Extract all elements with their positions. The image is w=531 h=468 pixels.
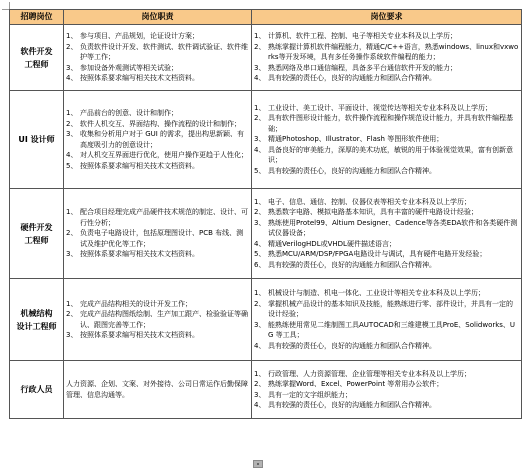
duties-cell (64, 279, 252, 361)
position-title-cell (10, 361, 64, 419)
list-item: 3、 参加设备外观测试等相关试验； (66, 63, 178, 72)
table-row (10, 91, 522, 189)
position-title-line: 工程师 (24, 235, 49, 245)
table-header-row (10, 10, 522, 25)
position-title-cell (10, 189, 64, 279)
list-item: 3、 能熟练使用常见二维制图工具AUTOCAD和三维建模工具ProE、Solidworks、UG 等工具； (254, 320, 516, 339)
list-item: 4、 具有较强的责任心，良好的沟通能力和团队合作精神。 (254, 341, 436, 350)
list-item: 2、 熟练掌握计算机软件编程能力，精通C/C++语言，熟悉windows、linux和vxworks等开发环境，具有多任务操作系统软件编程的能力； (254, 42, 519, 62)
duties-cell (64, 189, 252, 279)
position-title-line: 行政人员 (20, 385, 53, 394)
header-requirements: 岗位要求 (252, 10, 522, 25)
list-item: 1、 电子、信息、通信、控制、仪器仪表等相关专业本科及以上学历； (254, 197, 471, 206)
list-item: 3、 按照体系要求编写相关技术文档资料。 (66, 331, 199, 339)
duties-cell (64, 25, 252, 91)
position-title-line: 工程师 (24, 59, 49, 69)
list-item: 1、 行政管理、人力资源管理、企业管理等相关专业本科及以上学历； (254, 369, 471, 378)
list-item: 4、 按照体系要求编写相关技术文档资料。 (66, 74, 199, 83)
list-item: 1、 参与项目、产品规划，论证设计方案； (66, 32, 199, 41)
table-row (10, 279, 522, 361)
position-title-cell (10, 25, 64, 91)
list-item: 1、 机械设计与制造、机电一体化、工业设计等相关专业本科及以上学历； (254, 289, 485, 297)
list-item: 3、 按照体系要求编写相关技术文档资料。 (66, 250, 199, 259)
list-item: 2、 负责软件设计开发、软件测试、软件调试验证、软件维护等工作； (66, 42, 248, 62)
list-item: 5、 按照体系要求编写相关技术文档资料。 (66, 161, 199, 170)
position-title-line: 软件开发 (20, 46, 53, 56)
list-item: 2、 具有软件图形设计能力，软件操作流程和操作规范设计能力，并具有软件编程基础； (254, 114, 513, 133)
requirements-cell (252, 25, 522, 91)
list-item: 5、 熟悉MCU/ARM/DSP/FPGA电路设计与调试，具有硬件电路开发经验； (254, 250, 487, 259)
position-title-cell (10, 279, 64, 361)
table-row (10, 361, 522, 419)
list-item: 4、 具备良好的审美能力，深厚的美术功底，敏锐的用于体验视觉效果，富有创新意识； (254, 145, 513, 165)
list-item: 1、 完成产品结构相关的设计开发工作； (66, 299, 192, 308)
list-item: 2、 完成产品结构图纸绘制、生产加工跟产、检验验证等确认、跟图完善等工作； (66, 310, 248, 329)
list-item: 6、 具有较强的责任心，良好的沟通能力和团队合作精神。 (254, 260, 436, 269)
list-item: 3、 具有一定的文字组织能力； (254, 390, 352, 399)
position-title-line: 设计工程师 (16, 321, 57, 331)
recruitment-table (9, 9, 522, 419)
list-item: 2、 熟练掌握Word、Excel、PowerPoint 等常用办公软件； (254, 380, 444, 388)
requirements-cell (252, 279, 522, 361)
list-item: 2、 软件人机交互、界面结构、操作流程的设计和制作； (66, 119, 241, 128)
header-position: 招聘岗位 (10, 10, 64, 25)
list-item: 1、 工业设计、美工设计、平面设计、视觉传达等相关专业本科及以上学历； (254, 103, 492, 112)
list-item: 1、 配合项目经理完成产品硬件技术规范的制定、设计、可行性分析； (66, 208, 248, 227)
list-item: 2、 负责电子电路设计，包括原理图设计、PCB 布线、测试及维护优化等工作； (66, 229, 244, 248)
list-item: 2、 掌握机械产品设计的基本知识及技能，能熟练进行零、部件设计，并具有一定的设计经验； (254, 299, 513, 318)
table-row (10, 25, 522, 91)
list-item: 3、 收集和分析用户对于 GUI 的需求，提出构思新颖、有高度吸引力的创意设计； (66, 130, 245, 149)
duties-text: 人力资源、企划、文案、对外接待、公司日常运作后勤保障管理、信息沟通等。 (66, 379, 248, 399)
list-item: 5、 具有较强的责任心，良好的沟通能力和团队合作精神。 (254, 166, 436, 175)
list-item: 4、 对人机交互界面进行优化，使用户操作更趋于人性化； (66, 151, 248, 159)
list-item: 3、 精通Photoshop、Illustrator、Flash 等图形软件使用； (254, 135, 444, 144)
list-item: 4、 具有较强的责任心，良好的沟通能力和团队合作精神。 (254, 74, 436, 83)
position-title-line: 机械结构 (20, 308, 53, 318)
requirements-cell (252, 361, 522, 419)
position-title-cell (10, 91, 64, 189)
position-title-line: 硬件开发 (20, 222, 53, 232)
table-row (10, 189, 522, 279)
requirements-cell (252, 189, 522, 279)
header-duties: 岗位职责 (64, 10, 252, 25)
duties-cell (64, 91, 252, 189)
list-item: 3、 熟练使用Protel99、Altium Designer、Cadence等各类EDA软件和各类硬件测试仪器设备； (254, 218, 518, 238)
requirements-cell (252, 91, 522, 189)
position-title-line: UI 设计师 (18, 135, 55, 144)
list-item: 1、 产品前台的创意、设计和制作； (66, 109, 178, 117)
list-item: 1、 计算机、软件工程、控制、电子等相关专业本科及以上学历； (254, 32, 457, 41)
list-item: 4、 精通VerilogHDL或VHDL硬件描述语言； (254, 239, 396, 248)
list-item: 4、 具有较强的责任心，良好的沟通能力和团队合作精神。 (254, 401, 436, 409)
list-item: 2、 熟悉数字电路、模拟电路基本知识，具有丰富的硬件电路设计经验； (254, 208, 478, 217)
list-item: 3、 熟悉网络及串口通信编程，具备多平台通信软件开发的能力； (254, 63, 457, 72)
table-resize-handle[interactable] (253, 460, 263, 468)
duties-cell (64, 361, 252, 419)
